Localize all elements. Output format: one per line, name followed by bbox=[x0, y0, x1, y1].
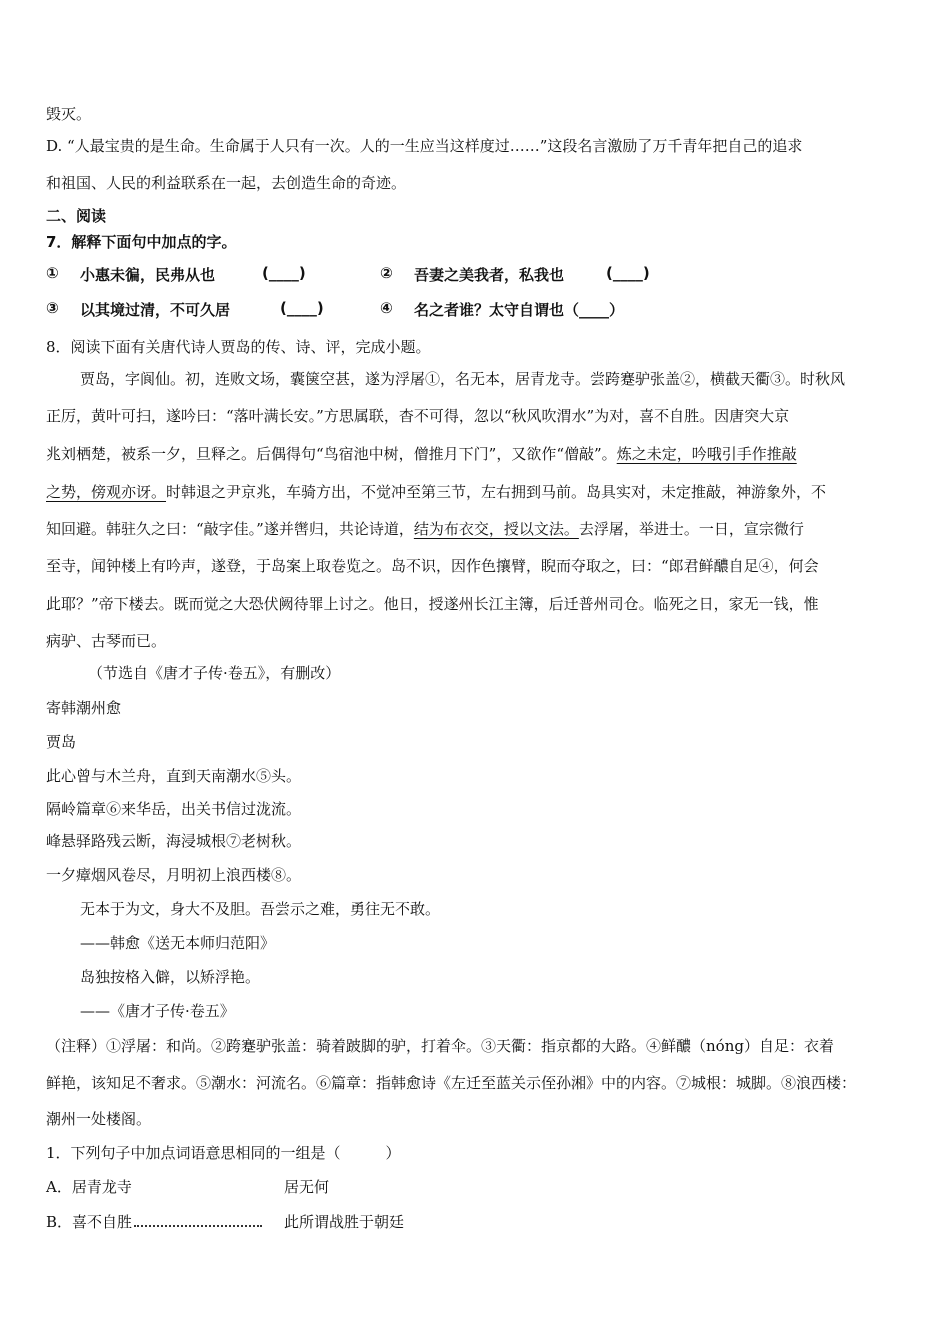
passage-source: （节选自《唐才子传·卷五》，有删改） bbox=[88, 664, 341, 682]
notes-line: 潮州一处楼阁。 bbox=[46, 1110, 152, 1128]
notes-line: 鲜艳，该知足不奢求。⑤潮水：河流名。⑥篇章：指韩愈诗《左迁至蓝关示侄孙湘》中的内容。⑦城根：城脚。⑧浪西楼： bbox=[46, 1074, 857, 1092]
q7-item-1-num: ① bbox=[46, 264, 59, 282]
passage-line: 病驴、古琴而已。 bbox=[46, 632, 167, 650]
poem-author: 贾岛 bbox=[46, 733, 77, 751]
poem-line: 隔岭篇章⑥来华岳，出关书信过泷流。 bbox=[46, 800, 302, 818]
q7-item-1-blank[interactable]: (____) bbox=[262, 264, 306, 282]
passage-text: 兆刘栖楚，被系一夕，旦释之。后偶得句“鸟宿池中树，僧推月下门”，又欲作“僧敲”。 bbox=[46, 445, 617, 463]
section-heading: 二、阅读 bbox=[46, 207, 107, 225]
passage-line bbox=[46, 519, 804, 539]
q7-item-4-num: ④ bbox=[380, 299, 393, 317]
option-a-left[interactable]: A．居青龙寺 bbox=[46, 1178, 132, 1196]
poem-line: 一夕瘴烟风卷尽，月明初上浪西楼⑧。 bbox=[46, 866, 302, 884]
q7-item-2-blank[interactable]: (____) bbox=[606, 264, 650, 282]
notes-line: （注释）①浮屠：和尚。②跨蹇驴张盖：骑着跛脚的驴，打着伞。③天衢：指京都的大路。④鲜醲（nóng）自足：衣着 bbox=[46, 1037, 834, 1055]
option-b-left[interactable] bbox=[46, 1212, 262, 1232]
question-8-title: 8．阅读下面有关唐代诗人贾岛的传、诗、评，完成小题。 bbox=[46, 338, 431, 356]
poem-line: 此心曾与木兰舟，直到天南潮水⑤头。 bbox=[46, 767, 302, 785]
passage-text: 去浮屠，举进士。一日，宣宗微行 bbox=[578, 520, 804, 538]
passage-line: 正厉，黄叶可扫，遂吟曰：“落叶满长安。”方思属联，杳不可得，忽以“秋风吹渭水”为对，喜不自胜。因唐突大京 bbox=[46, 407, 790, 425]
passage-text: 他日，授遂州长江主簿，后迁普州司仓。临死之日，家无一钱，惟 bbox=[383, 595, 819, 613]
underlined-sentence: 炼之未定，吟哦引手作推敲 bbox=[616, 445, 797, 463]
passage-text: 知回避。韩驻久之曰：“敲字佳。”遂并辔归，共论诗道， bbox=[46, 520, 414, 538]
poem-title: 寄韩潮州愈 bbox=[46, 699, 122, 717]
subquestion-1: 1．下列句子中加点词语意思相同的一组是（ ） bbox=[46, 1144, 401, 1162]
comment-text: 岛独按格入僻，以矫浮艳。 bbox=[80, 968, 261, 986]
option-b-right: 此所谓战胜于朝廷 bbox=[284, 1213, 405, 1231]
q7-item-3-num: ③ bbox=[46, 299, 59, 317]
passage-line bbox=[46, 594, 819, 614]
underlined-sentence: 之势，傍观亦讶。 bbox=[46, 483, 167, 501]
emphasis-dots bbox=[134, 1215, 262, 1227]
option-a-right: 居无何 bbox=[284, 1178, 330, 1196]
passage-text: 此耶？”帝下楼去。既而觉之大恐伏阙待罪上讨之。 bbox=[46, 595, 384, 613]
question-7-title: 7．解释下面句中加点的字。 bbox=[46, 233, 237, 251]
comment-source: ——《唐才子传·卷五》 bbox=[80, 1002, 235, 1020]
option-d-line1: D. “人最宝贵的是生命。生命属于人只有一次。人的一生应当这样度过……”这段名言激励了万千青年把自己的追求 bbox=[46, 137, 803, 155]
comment-text: 无本于为文，身大不及胆。吾尝示之难，勇往无不敢。 bbox=[80, 900, 441, 918]
passage-line bbox=[46, 444, 797, 464]
passage-line bbox=[46, 482, 826, 502]
underlined-sentence: 结为布衣交，授以文法。 bbox=[413, 520, 579, 538]
q7-item-2-text: 吾妻之美我者，私我也 bbox=[414, 266, 565, 284]
passage-text: 时韩退之尹京兆，车骑方出，不觉冲至第三节，左右拥到马前。岛具实对，未定推敲，神游象外，不 bbox=[166, 483, 827, 501]
text-line: 毁灭。 bbox=[46, 105, 92, 123]
poem-line: 峰悬驿路残云断，海浸城根⑦老树秋。 bbox=[46, 832, 302, 850]
passage-line: 至寺，闻钟楼上有吟声，遂登，于岛案上取卷览之。岛不识，因作色攘臂，睨而夺取之，曰：“郎君鲜醲自足④，何会 bbox=[46, 557, 819, 575]
option-b-text: B．喜不自胜 bbox=[46, 1213, 133, 1231]
q7-item-1-text: 小惠未徧，民弗从也 bbox=[80, 266, 216, 284]
option-d-line2: 和祖国、人民的利益联系在一起，去创造生命的奇迹。 bbox=[46, 174, 407, 192]
q7-item-2-num: ② bbox=[380, 264, 393, 282]
comment-source: ——韩愈《送无本师归范阳》 bbox=[80, 934, 276, 952]
q7-item-3-text: 以其境过清，不可久居 bbox=[80, 301, 231, 319]
q7-item-4-text: 名之者谁？太守自谓也（____） bbox=[414, 301, 625, 319]
q7-item-3-blank[interactable]: (____) bbox=[280, 299, 324, 317]
passage-line: 贾岛，字阆仙。初，连败文场，囊箧空甚，遂为浮屠①，名无本，居青龙寺。尝跨蹇驴张盖②，横截天衢③。时秋风 bbox=[80, 370, 846, 388]
